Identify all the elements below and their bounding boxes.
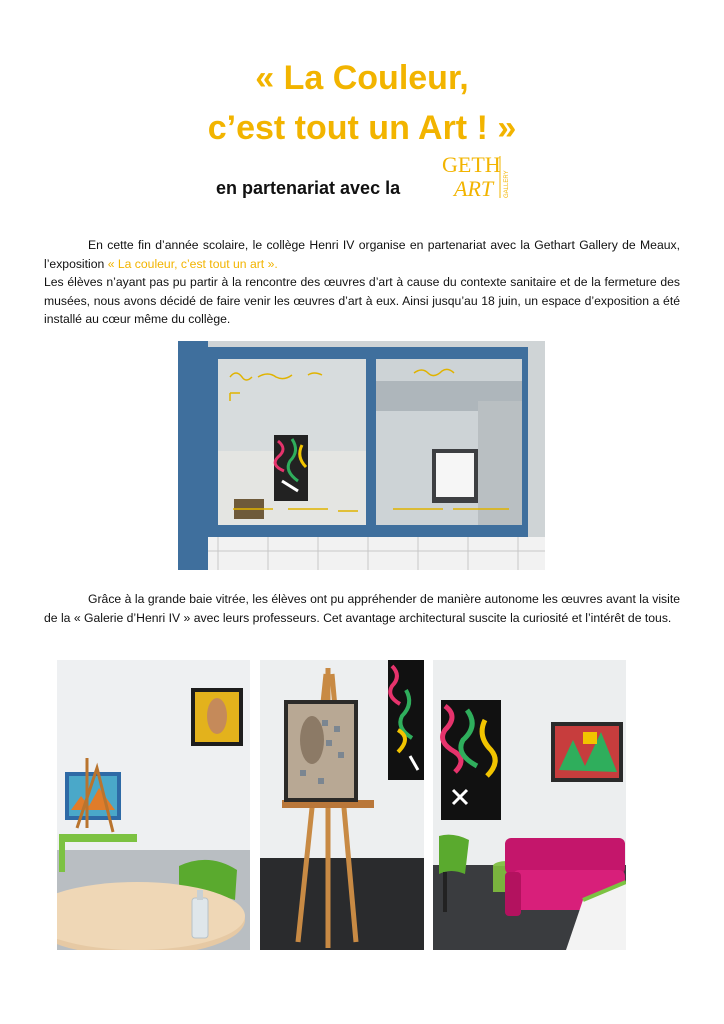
intro-text-1: En cette fin d’année scolaire, le collège Henri IV organise en partenariat avec la Gethart Gallery de Meaux, l’exposition — [44, 238, 680, 271]
window-paragraph — [44, 590, 680, 627]
svg-text:ART: ART — [454, 176, 494, 201]
svg-text:GETH: GETH — [442, 152, 501, 177]
partner-text: en partenariat avec la — [216, 178, 401, 198]
intro-text-2: Les élèves n’ayant pas pu partir à la rencontre des œuvres d’art à cause du contexte sanitaire et de la fermeture des musées, nous avons décidé de faire venir les œuvres d’art à eux. Ainsi jusqu’au 18 juin, un espace d’exposition a été installé au cœur même du collège. — [44, 275, 680, 326]
room-table-photo — [57, 660, 250, 950]
window-photo — [178, 341, 545, 570]
exhibition-title: « La couleur, c’est tout un art ». — [107, 256, 278, 271]
easel-photo — [260, 660, 424, 950]
gethart-gallery-logo — [440, 150, 512, 204]
title-line-2: c’est tout un Art ! » — [207, 109, 517, 147]
svg-text:GALLERY: GALLERY — [504, 170, 510, 198]
window-text: Grâce à la grande baie vitrée, les élèves ont pu appréhender de manière autonome les œuvres avant la visite de la « Galerie d’Henri IV » avec leurs professeurs. Cet avantage architectural suscite la curiosité et l’intérêt de tous. — [44, 592, 680, 625]
title-line-1: « La Couleur, — [255, 59, 469, 97]
sofa-photo — [433, 660, 626, 950]
intro-paragraph — [44, 236, 680, 329]
